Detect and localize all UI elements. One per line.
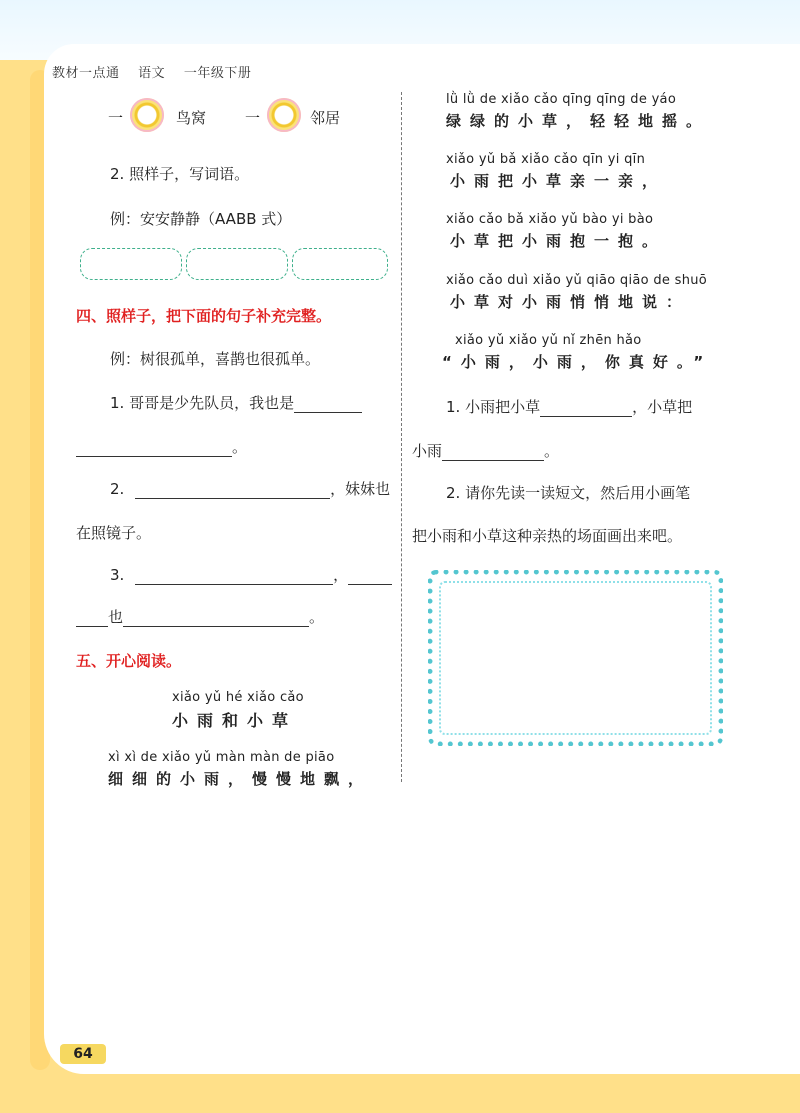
subject-label: 语文 [138,66,166,81]
workbook-page [44,44,800,1074]
flower-answer-box-2[interactable] [267,98,301,132]
s5-q1 [446,396,692,417]
section4-title: 四、照样子，把下面的句子补充完整。 [76,307,332,325]
s5-q1-end: 。 [544,442,560,460]
s4-item2 [110,478,390,499]
drawing-frame[interactable] [428,570,723,746]
s4-item3-cont [76,606,324,627]
poem-line-pinyin: xiǎo cǎo bǎ xiǎo yǔ bào yi bào [446,212,654,227]
page-number: 64 [60,1044,106,1064]
fill-line[interactable] [540,400,632,417]
s5-q1-cont [412,440,559,461]
measure-word-2: 邻居 [310,109,341,127]
fill-line[interactable] [123,610,309,627]
poem-line-pinyin: xiǎo cǎo duì xiǎo yǔ qiāo qiāo de shuō [446,273,708,288]
poem-line-pinyin: xì xì de xiǎo yǔ màn màn de piāo [108,750,335,765]
fill-line[interactable] [76,610,108,627]
fill-line[interactable] [135,482,330,499]
section4-example: 例：树很孤单，喜鹊也很孤单。 [110,350,321,368]
fill-line[interactable] [348,568,392,585]
word-answer-box-3[interactable] [292,248,388,280]
measure-prefix-1: 一 [108,109,124,127]
measure-prefix-2: 一 [245,109,261,127]
s4-item3 [110,564,392,585]
s4-item3-end: 。 [309,608,325,626]
flower-answer-box-1[interactable] [130,98,164,132]
word-answer-box-1[interactable] [80,248,182,280]
q2-title: 2. 照样子，写词语。 [110,165,250,183]
s4-item3-num: 3. [110,566,125,584]
fill-line[interactable] [442,444,544,461]
poem-line-pinyin: xiǎo yǔ bǎ xiǎo cǎo qīn yi qīn [446,152,646,167]
s4-item2-num: 2. [110,480,125,498]
poem-line: 绿绿的小草，轻轻地摇。 [446,112,711,130]
s4-item1-text: 1. 哥哥是少先队员，我也是 [110,394,295,412]
poem-title: 小雨和小草 [172,711,298,730]
fill-line[interactable] [135,568,333,585]
word-answer-box-2[interactable] [186,248,288,280]
s4-item2-cont: 在照镜子。 [76,524,152,542]
poem-line: 小草对小雨悄悄地说： [450,293,691,311]
s5-q1-c: 小雨 [412,442,443,460]
book-header [52,62,265,81]
poem-line-pinyin: xiǎo yǔ xiǎo yǔ nǐ zhēn hǎo [455,333,642,348]
s5-q1-a: 1. 小雨把小草 [446,398,541,416]
fill-line[interactable] [76,440,232,457]
fill-line[interactable] [294,396,362,413]
s5-q2-line1: 2. 请你先读一读短文，然后用小画笔 [446,484,691,502]
s4-item1-cont [76,436,247,457]
s4-item1-end: 。 [232,438,248,456]
s5-q1-b: ，小草把 [632,398,693,416]
poem-line: “小雨，小雨，你真好。” [442,353,713,371]
drawing-frame-border [439,581,712,735]
poem-line: 细细的小雨，慢慢地飘， [108,770,373,788]
s4-item1 [110,392,362,413]
s5-q2-line2: 把小雨和小草这种亲热的场面画出来吧。 [412,527,683,545]
measure-word-1: 鸟窝 [176,109,207,127]
poem-title-pinyin: xiǎo yǔ hé xiǎo cǎo [172,690,304,705]
poem-line: 小草把小雨抱一抱。 [450,232,667,250]
grade-label: 一年级下册 [183,66,252,81]
s4-item3-comma: ， [333,566,349,584]
book-title: 教材一点通 [52,66,120,81]
poem-line: 小雨把小草亲一亲， [450,172,667,190]
q2-example: 例：安安静静（AABB 式） [110,210,292,228]
column-divider [401,92,402,782]
section5-title: 五、开心阅读。 [76,652,182,670]
poem-line-pinyin: lǜ lǜ de xiǎo cǎo qīng qīng de yáo [446,92,677,107]
s4-item2-mid: ，妹妹也 [330,480,391,498]
s4-item3-ye: 也 [108,608,124,626]
